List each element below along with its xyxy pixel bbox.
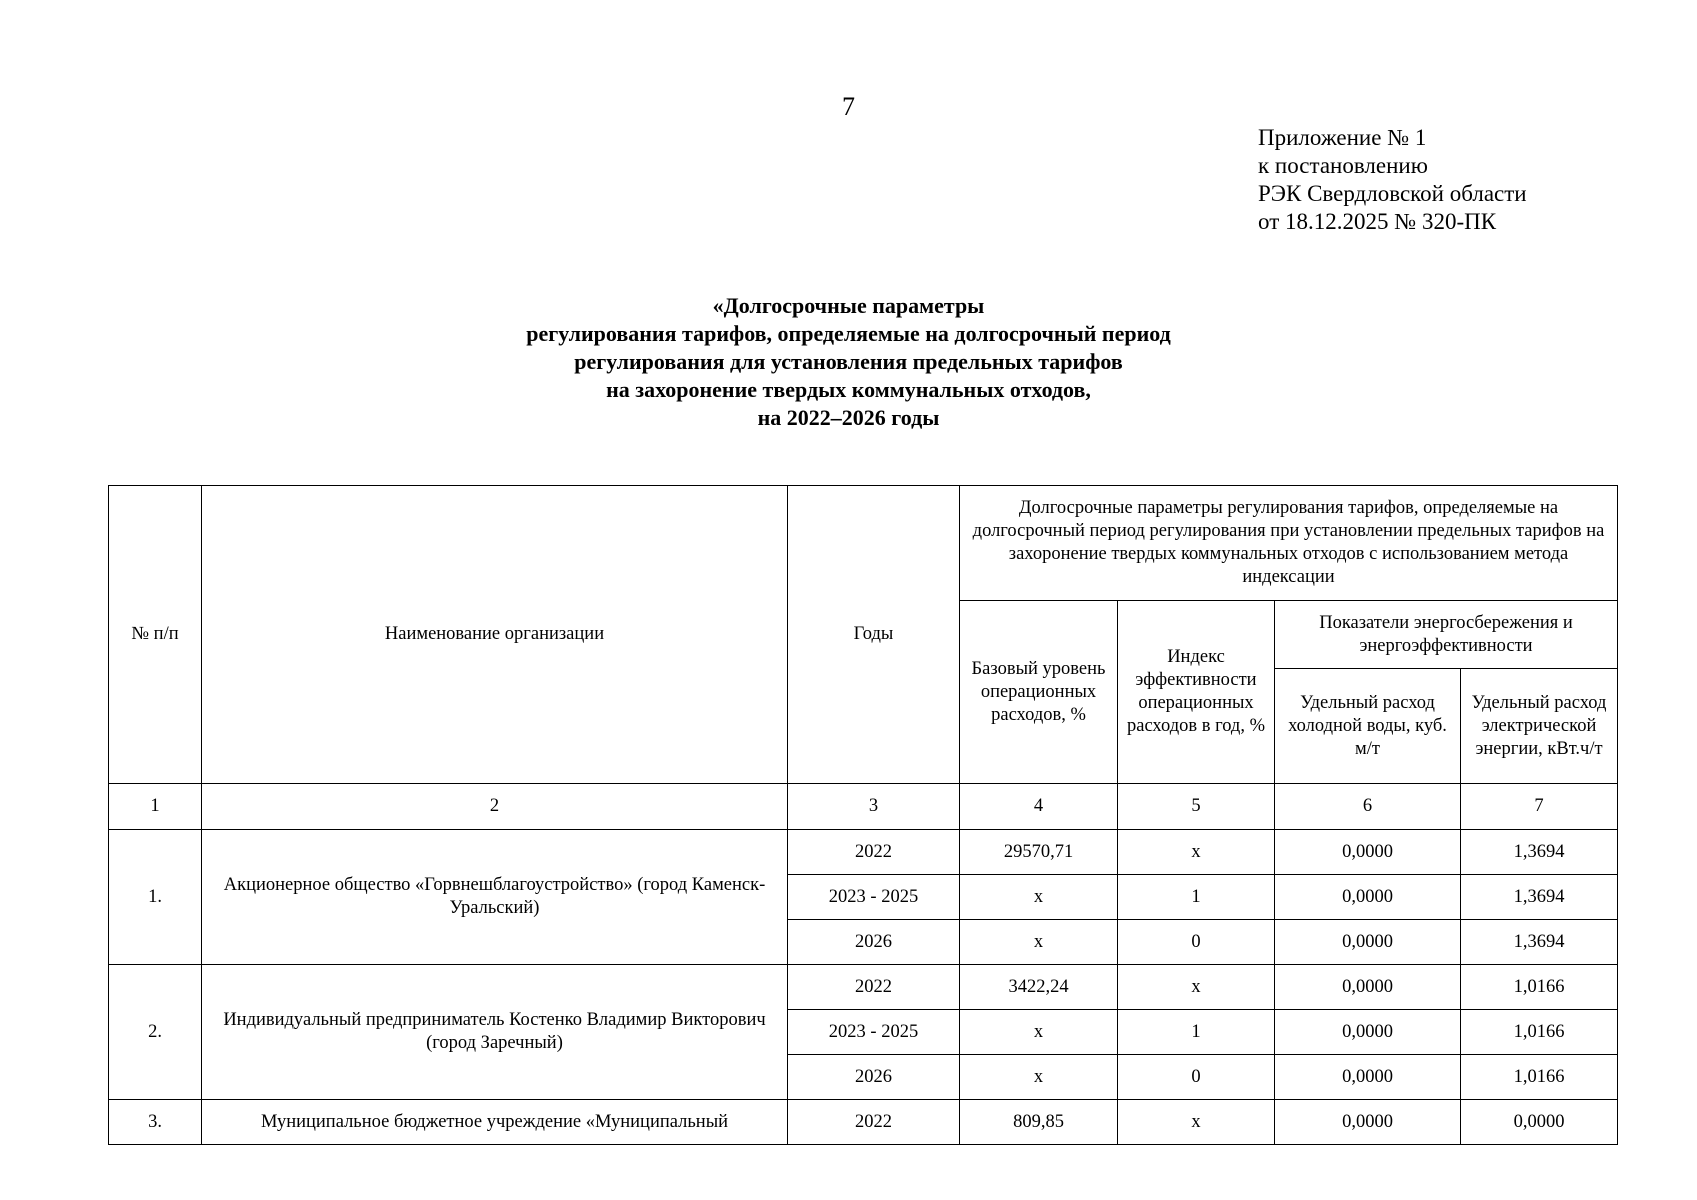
org-number: 3. <box>109 1100 202 1145</box>
header-electric: Удельный расход электрической энергии, кВт.ч/т <box>1461 669 1618 784</box>
water-cell: 0,0000 <box>1275 1055 1461 1100</box>
title-line: «Долгосрочные параметры <box>712 293 985 318</box>
electric-cell: 1,3694 <box>1461 920 1618 965</box>
header-org: Наименование организации <box>202 486 788 784</box>
header-energy-group: Показатели энергосбережения и энергоэффективности <box>1275 601 1618 669</box>
water-cell: 0,0000 <box>1275 965 1461 1010</box>
index-cell: 0 <box>1118 920 1275 965</box>
appendix-line: от 18.12.2025 № 320-ПК <box>1258 209 1497 234</box>
column-numbers-row <box>109 784 1618 830</box>
water-cell: 0,0000 <box>1275 920 1461 965</box>
electric-cell: 1,0166 <box>1461 1010 1618 1055</box>
title-line: на захоронение твердых коммунальных отходов, <box>606 377 1091 402</box>
base-cell: 3422,24 <box>960 965 1118 1010</box>
column-number: 4 <box>960 784 1118 830</box>
org-number: 1. <box>109 830 202 965</box>
year-cell: 2022 <box>788 1100 960 1145</box>
base-cell: 809,85 <box>960 1100 1118 1145</box>
column-number: 1 <box>109 784 202 830</box>
header-efficiency-index: Индекс эффективности операционных расходов в год, % <box>1118 601 1275 784</box>
water-cell: 0,0000 <box>1275 830 1461 875</box>
index-cell: х <box>1118 830 1275 875</box>
page-number: 7 <box>842 92 855 121</box>
table-row <box>109 830 1618 875</box>
header-water: Удельный расход холодной воды, куб. м/т <box>1275 669 1461 784</box>
index-cell: 0 <box>1118 1055 1275 1100</box>
year-cell: 2023 - 2025 <box>788 1010 960 1055</box>
org-name: Индивидуальный предприниматель Костенко Владимир Викторович (город Заречный) <box>202 965 788 1100</box>
base-cell: х <box>960 920 1118 965</box>
header-base-level: Базовый уровень операционных расходов, % <box>960 601 1118 784</box>
title-line: на 2022–2026 годы <box>757 405 940 430</box>
appendix-line: Приложение № 1 <box>1258 125 1427 150</box>
document-title <box>0 292 1697 432</box>
year-cell: 2022 <box>788 830 960 875</box>
electric-cell: 1,3694 <box>1461 830 1618 875</box>
year-cell: 2023 - 2025 <box>788 875 960 920</box>
electric-cell: 1,3694 <box>1461 875 1618 920</box>
header-years: Годы <box>788 486 960 784</box>
appendix-line: РЭК Свердловской области <box>1258 181 1527 206</box>
index-cell: 1 <box>1118 1010 1275 1055</box>
appendix-block <box>1258 124 1527 236</box>
org-name: Муниципальное бюджетное учреждение «Муниципальный <box>202 1100 788 1145</box>
column-number: 7 <box>1461 784 1618 830</box>
year-cell: 2022 <box>788 965 960 1010</box>
year-cell: 2026 <box>788 1055 960 1100</box>
electric-cell: 1,0166 <box>1461 1055 1618 1100</box>
electric-cell: 1,0166 <box>1461 965 1618 1010</box>
parameters-table <box>108 485 1618 1145</box>
column-number: 2 <box>202 784 788 830</box>
base-cell: х <box>960 875 1118 920</box>
appendix-line: к постановлению <box>1258 153 1428 178</box>
water-cell: 0,0000 <box>1275 1010 1461 1055</box>
index-cell: х <box>1118 965 1275 1010</box>
title-line: регулирования тарифов, определяемые на долгосрочный период <box>526 321 1171 346</box>
table-row <box>109 1100 1618 1145</box>
base-cell: 29570,71 <box>960 830 1118 875</box>
water-cell: 0,0000 <box>1275 875 1461 920</box>
column-number: 6 <box>1275 784 1461 830</box>
column-number: 3 <box>788 784 960 830</box>
water-cell: 0,0000 <box>1275 1100 1461 1145</box>
index-cell: 1 <box>1118 875 1275 920</box>
year-cell: 2026 <box>788 920 960 965</box>
title-line: регулирования для установления предельных тарифов <box>574 349 1123 374</box>
org-name: Акционерное общество «Горвнешблагоустройство» (город Каменск-Уральский) <box>202 830 788 965</box>
column-number: 5 <box>1118 784 1275 830</box>
org-number: 2. <box>109 965 202 1100</box>
header-num: № п/п <box>109 486 202 784</box>
electric-cell: 0,0000 <box>1461 1100 1618 1145</box>
table-row <box>109 965 1618 1010</box>
index-cell: х <box>1118 1100 1275 1145</box>
header-params-group: Долгосрочные параметры регулирования тарифов, определяемые на долгосрочный период регулирования при установлении предельных тарифов на захоронение твердых коммунальных отходов с использованием метода индексации <box>960 486 1618 601</box>
base-cell: х <box>960 1010 1118 1055</box>
base-cell: х <box>960 1055 1118 1100</box>
